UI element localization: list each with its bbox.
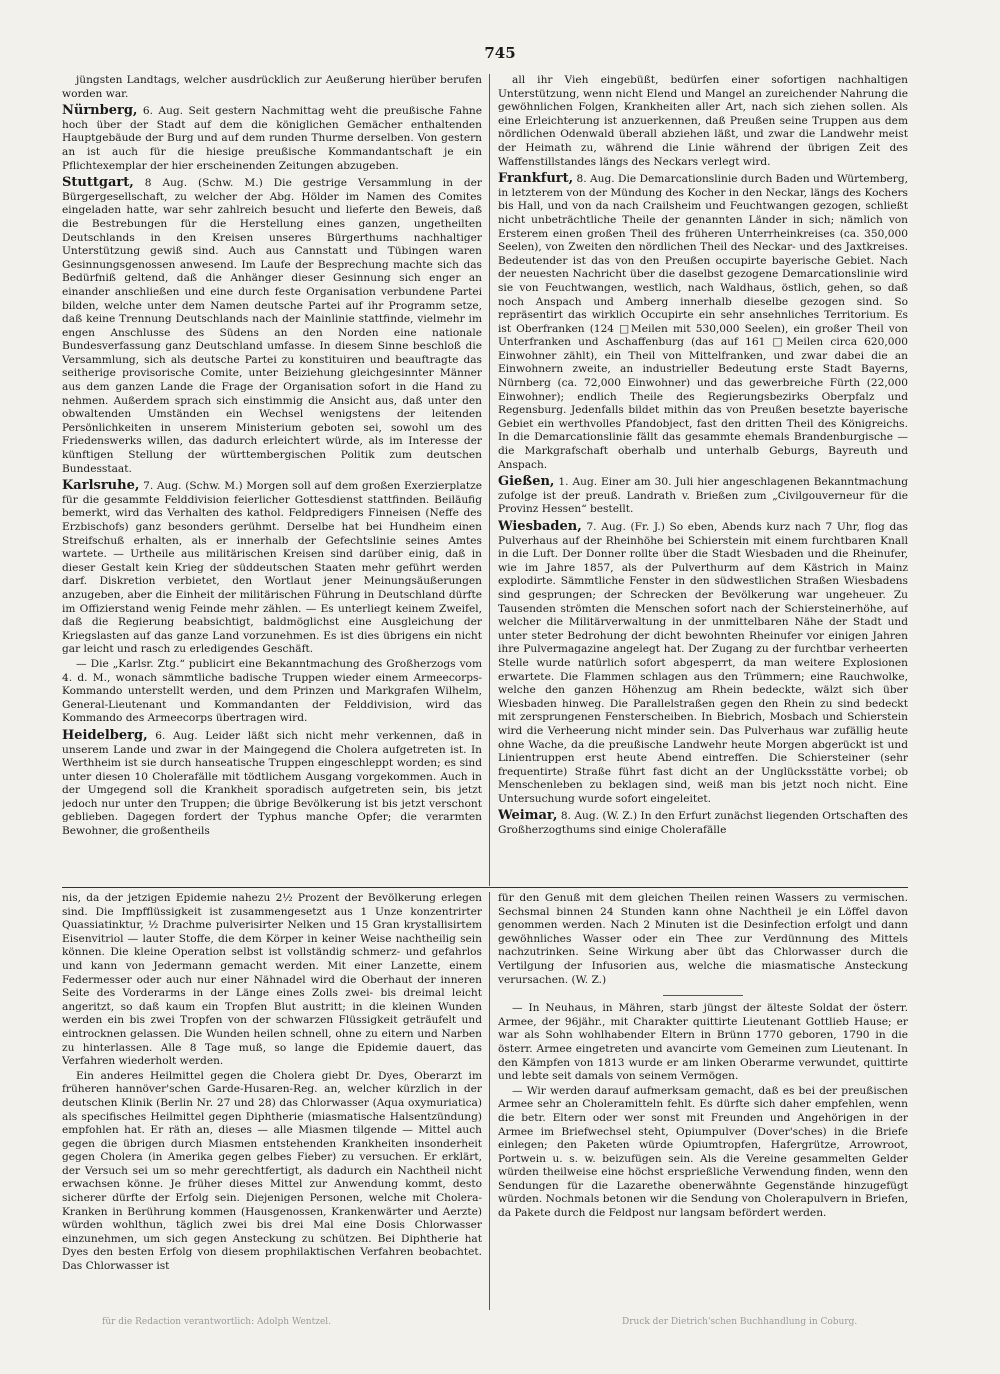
news-item bbox=[498, 809, 908, 837]
paragraph bbox=[498, 1085, 908, 1221]
paragraph-text: jüngsten Landtags, welcher ausdrücklich zur Aeußerung hierüber berufen worden war. bbox=[62, 74, 482, 100]
paragraph bbox=[62, 658, 482, 726]
section-divider bbox=[62, 887, 908, 888]
paragraph-text: — In Neuhaus, in Mähren, starb jüngst der älteste Soldat der österr. Armee, der 96jähr., mit Charakter quittirte Lieutenant Gottlieb Hause; er war als Sohn wohlhabender Eltern in Brünn 1770 geboren, 1790 in die österr. Armee eingetreten und avancirte vom Gemeinen zum Lieutenant. In den Kämpfen von 1813 wurde er am linken Oberarme verwundet, quittirte und lebte seit damals von seinem Vermögen. bbox=[498, 1002, 908, 1083]
paragraph-text: 6. Aug. Seit gestern Nachmittag weht die preußische Fahne hoch über der Stadt auf dem die königlichen Gemächer enthaltenden Hauptgebäude der Burg und auf dem runden Thurme derselben. Von gestern an ist auch für die hiesige preußische Kommandantschaft je ein Pflichtexemplar der hier erscheinenden Zeitungen abzugeben. bbox=[62, 105, 482, 172]
paragraph-text: 7. Aug. (Schw. M.) Morgen soll auf dem großen Exerzierplatze für die gesammte Felddivision feierlicher Gottesdienst stattfinden. Beiläufig bemerkt, wird das Verhalten des kathol. Feldpredigers Finneisen (Neffe des Erzbischofs) ganz besonders gerühmt. Derselbe hat bei Hundheim einen Streifschuß erhalten, als er innerhalb der Gefechtslinie seines Amtes wartete. — Urtheile aus militärischen Kreisen sind darüber einig, daß in dieser Gestalt kein Krieg der süddeutschen Staaten mehr geführt werden darf. Diskretion verbietet, den Wortlaut jener Meinungsäußerungen anzugeben, aber die Einheit der militärischen Führung in Deutschland dürfte im Offizierstand wenig Feinde mehr zählen. — Es unterliegt keinem Zweifel, daß die Regierung beabsichtigt, baldmöglichst eine Ausgleichung der Kriegslasten auf das ganze Land vorzunehmen. Es ist dies übrigens ein nicht gar leicht und rasch zu erledigendes Geschäft. bbox=[62, 480, 482, 656]
dateline-place: Frankfurt, bbox=[498, 171, 574, 187]
paragraph-text: 7. Aug. (Fr. J.) So eben, Abends kurz nach 7 Uhr, flog das Pulverhaus auf der Rheinhöhe bei Schierstein mit einem furchtbaren Knall in die Luft. Der Donner rollte über die Stadt Wiesbaden und die Rheinufer, wie im Jahre 1857, als der Pulverthurm auf dem Kästrich in Mainz explodirte. Sämmtliche Fenster in den südwestlichen Straßen Wiesbadens sind gesprungen; der Schrecken der Bevölkerung war ungeheuer. Zu Tausenden strömten die Menschen sofort nach der Schiersteinerhöhe, auf welcher die Militärverwaltung in der unmittelbaren Nähe der Stadt und unter steter Bedrohung der dicht bewohnten Rheinufer vor einigen Jahren ihre Pulvermagazine angelegt hat. Der Zugang zu der furchtbar verheerten Stelle wurde natürlich sofort abgesperrt, da man weitere Explosionen erwartete. Die Flammen schlagen aus den Trümmern; eine Rauchwolke, welche den ganzen Höhenzug am Rhein bedeckte, wälzt sich über Wiesbaden hinweg. Die Parallelstraßen gegen den Rhein zu sind bedeckt mit zersprungenen Fensterscheiben. In Biebrich, Mosbach und Schierstein wird die Verheerung nicht minder sein. Das Pulverhaus war zufällig heute ohne Wache, da die preußische Landwehr heute Morgen abgerückt ist und Linientruppen erst heute Abend eintreffen. Die Schiersteiner (sehr frequentirte) Straße führt fast dicht an der Unglücksstätte vorbei; ob Menschenleben zu beklagen sind, weiß man bis jetzt noch nicht. Eine Untersuchung wurde sofort eingeleitet. bbox=[498, 521, 908, 805]
paragraph-text: — Wir werden darauf aufmerksam gemacht, daß es bei der preußischen Armee sehr an Choleramitteln fehlt. Es dürfte sich daher empfehlen, wenn die betr. Eltern oder wer sonst mit Freunden und Angehörigen in der Armee im Briefwechsel steht, Opiumpulver (Dover'sches) in die Briefe einlegen; den Paketen würde Opiumtropfen, Hafergrütze, Arrowroot, Portwein u. s. w. beizufügen sein. Als die Vereine gesammelten Gelder würden theilweise eine höchst ersprießliche Verwendung finden, wenn den Sendungen für die Lazarethe obenerwähnte Gegenstände hinzugefügt würden. Nochmals betonen wir die Sendung von Cholerapulvern in Briefen, da Pakete durch die Feldpost nur langsam befördert werden. bbox=[498, 1084, 908, 1220]
paragraph-text: 8. Aug. (W. Z.) In den Erfurt zunächst liegenden Ortschaften des Großherzogthums sind einige Cholerafälle bbox=[498, 810, 908, 837]
news-item bbox=[62, 176, 482, 476]
paragraph-text: — Die „Karlsr. Ztg.“ publicirt eine Bekanntmachung des Großherzogs vom 4. d. M., wonach sämmtliche badische Truppen wieder einem Armeecorps-Kommando unterstellt werden, und dem Prinzen und Markgrafen Wilhelm, General-Lieutenant und Kommandanten der Felddivision, wird das Kommando des Armeecorps übertragen wird. bbox=[62, 657, 482, 725]
news-item bbox=[62, 479, 482, 657]
paragraph-text: all ihr Vieh eingebüßt, bedürfen einer sofortigen nachhaltigen Unterstützung, wenn nicht Elend und Mangel an zureichender Nahrung die gewöhnlichen Folgen, Krankheiten aller Art, nach sich ziehen sollen. Als eine Erleichterung ist anzuerkennen, daß Preußen seine Truppen aus dem nördlichen Odenwald überall abziehen läßt, und zwar die Landwehr meist der Heimath zu, während die Linie während der übrigen Zeit des Waffenstillstandes längs des Neckars verlegt wird. bbox=[498, 74, 908, 168]
page-number: 745 bbox=[484, 44, 516, 62]
dateline-place: Karlsruhe, bbox=[62, 478, 140, 494]
news-item bbox=[498, 520, 908, 806]
news-item bbox=[62, 104, 482, 173]
paragraph bbox=[498, 1002, 908, 1084]
column-bottom-left bbox=[62, 892, 482, 1310]
paragraph-text: Ein anderes Heilmittel gegen die Cholera giebt Dr. Dyes, Oberarzt im früheren hannöver'schen Garde-Husaren-Reg. an, welcher kürzlich in der deutschen Klinik (Berlin Nr. 27 und 28) das Chlorwasser (Aqua oxymuriatica) als specifisches Heilmittel gegen Diphtherie (miasmatische Halsentzündung) empfohlen hat. Er räth an, dieses — alle Miasmen tilgende — Mittel auch gegen die übrigen durch Miasmen entstehenden Krankheiten insonderheit gegen Cholera (in Amerika gegen gelbes Fieber) zu versuchen. Er erklärt, der Versuch sei um so mehr gerechtfertigt, als dadurch ein Nachtheil nicht erwachsen könne. Je früher dieses Mittel zur Anwendung kommt, desto sicherer dürfte der Erfolg sein. Diejenigen Personen, welche mit Cholera-Kranken in Berührung kommen (Hausgenossen, Krankenwärter und Aerzte) würden wohlthun, täglich zwei bis drei Mal eine Dosis Chlorwasser einzunehmen, um sich gegen Ansteckung zu schützen. Bei Diphtherie hat Dyes den besten Erfolg von diesem prophilaktischen Verfahren beobachtet. Das Chlorwasser ist bbox=[62, 1069, 482, 1273]
dateline-place: Heidelberg, bbox=[62, 727, 148, 743]
dateline-place: Nürnberg, bbox=[62, 103, 138, 119]
paragraph bbox=[498, 74, 908, 169]
footer-printer-note: Druck der Dietrich'schen Buchhandlung in Coburg. bbox=[622, 1317, 858, 1327]
news-item bbox=[62, 729, 482, 839]
dateline-place: Wiesbaden, bbox=[498, 519, 582, 534]
paragraph-text: 1. Aug. Einer am 30. Juli hier angeschlagenen Bekanntmachung zufolge ist der preuß. Landrath v. Brießen zum „Civilgouverneur für die Provinz Hessen“ bestellt. bbox=[498, 476, 908, 516]
paragraph bbox=[498, 892, 908, 987]
column-divider bbox=[489, 74, 490, 886]
paragraph-text: 6. Aug. Leider läßt sich nicht mehr verkennen, daß in unserem Lande und zwar in der Maingegend die Cholera aufgetreten ist. In Werthheim ist sie durch hanseatische Truppen eingeschleppt worden; es sind unter diesen 10 Cholerafälle mit tödtlichem Ausgang vorgekommen. Auch in der Umgegend soll die Krankheit sporadisch aufgetreten sein, bis jetzt jedoch nur unter den Truppen; die übrige Bevölkerung ist bis jetzt verschont geblieben. Dagegen fordert der Typhus manche Opfer; die verarmten Bewohner, die großentheils bbox=[62, 729, 482, 838]
paragraph-text: für den Genuß mit dem gleichen Theilen reinen Wassers zu vermischen. Sechsmal binnen 24 Stunden kann ohne Nachtheil je ein Löffel davon genommen werden. Nach 2 Minuten ist die Desinfection erfolgt und dann gewöhnliches Wasser oder ein Thee zur Verdünnung des Mittels nachzutrinken. Seine Wirkung aber übt das Chlorwasser durch die Vertilgung der Infusorien aus, welche die miasmatische Ansteckung verursachen. (W. Z.) bbox=[498, 892, 908, 986]
paragraph-text: 8. Aug. Die Demarcationslinie durch Baden und Würtemberg, in letzterem von der Mündung des Kocher in den Neckar, längs des Kochers bis Hall, und von da nach Crailsheim und Feuchtwangen gezogen, schließt nicht unbeträchtliche Theile der genannten Länder in sich; nämlich von Ersterem einen großen Theil des früheren Unterrheinkreises (ca. 350,000 Seelen), von Zweiten den nördlichen Theil des Neckar- und des Jaxtkreises. Bedeutender ist das von den Preußen occupirte bayerische Gebiet. Nach der neuesten Nachricht über die daselbst gezogene Demarcationslinie wird sie von Feuchtwangen, westlich, nach Waldhaus, östlich, gehen, so daß noch Anspach und Amberg innerhalb dieselbe gezogen sind. So repräsentirt das wirklich Occupirte ein sehr ansehnliches Territorium. Es ist Oberfranken (124 □Meilen mit 530,000 Seelen), ein großer Theil von Unterfranken und Aschaffenburg (das auf 161 □Meilen circa 620,000 Einwohner zählt), ein Theil von Mittelfranken, und zwar dabei die an Einwohnern zweite, an industrieller Bedeutung erste Stadt Bayerns, Nürnberg (ca. 72,000 Einwohner) und das gewerbreiche Fürth (22,000 Einwohner); endlich Theile des Regierungsbezirks Oberpfalz und Regensburg. Jedenfalls bildet mithin das von Preußen besetzte bayerische Gebiet ein werthvolles Pfandobject, fast den dritten Theil des Königreichs. In die Demarcationslinie fällt das gesammte ehemals Brandenburgische — die Markgrafschaft oberhalb und unterhalb Geburgs, Bayreuth und Anspach. bbox=[498, 173, 908, 471]
column-top-right bbox=[498, 74, 908, 886]
paragraph-text: nis, da der jetzigen Epidemie nahezu 2½ Prozent der Bevölkerung erlegen sind. Die Impfflüssigkeit ist zusammengesetzt aus 1 Unze konzentrirter Quassiatinktur, ½ Drachme pulverisirter Nelken und 15 Gran krystallisirtem Eisenvitriol — lauter Stoffe, die dem Körper in keiner Weise nachtheilig sein können. Die kleine Operation selbst ist vollständig schmerz- und gefahrlos und kann von Jedermann gemacht werden. Mit einer Lanzette, einem Federmesser oder auch nur einer Nähnadel wird die Oberhaut der inneren Seite des Vorderarms in der Länge eines Zolls zwei- bis dreimal leicht angeritzt, so daß kaum ein Tropfen Blut austritt; in die kleinen Wunden werden ein bis zwei Tropfen von der schwarzen Flüssigkeit geträufelt und eintrocknen gelassen. Die Wunden heilen schnell, ohne zu eitern und Narben zu hinterlassen. Alle 8 Tage muß, so lange die Epidemie dauert, das Verfahren wiederholt werden. bbox=[62, 892, 482, 1068]
column-top-left bbox=[62, 74, 482, 886]
news-item bbox=[498, 475, 908, 517]
paragraph bbox=[62, 74, 482, 101]
article-separator bbox=[663, 995, 743, 996]
dateline-place: Gießen, bbox=[498, 474, 555, 490]
dateline-place: Stuttgart, bbox=[62, 175, 134, 191]
news-item bbox=[498, 172, 908, 472]
paragraph-text: 8 Aug. (Schw. M.) Die gestrige Versammlung in der Bürgergesellschaft, zu welcher der Abg. Hölder im Namen des Comites eingeladen hatte, war sehr zahlreich besucht und lieferte den Beweis, daß die Bestrebungen für die Herstellung eines ganzen, ungetheilten Deutschlands in den Kreisen unseres Bürgerthums nachhaltiger Unterstützung gewiß sind. Auch aus Cannstatt und Tübingen waren Gesinnungsgenossen anwesend. Im Laufe der Besprechung machte sich das Bedürfniß geltend, daß die Anhänger dieser Gesinnung sich enger an einander anschließen und eine durch feste Organisation verbundene Partei bilden, welche unter dem Namen deutsche Partei auf ihr Programm setze, daß keine Trennung Deutschlands nach der Mainlinie stattfinde, vielmehr im engen Anschlusse des Südens an den Norden eine nationale Bundesverfassung ganz Deutschland umfasse. In diesem Sinne beschloß die Versammlung, sich als deutsche Partei zu konstituiren und beauftragte das seitherige provisorische Comite, unter Beiziehung gleichgesinnter Männer aus dem ganzen Lande die Frage der Organisation sofort in die Hand zu nehmen. Außerdem sprach sich einstimmig die Ansicht aus, daß unter den obwaltenden Umständen ein Wechsel wenigstens der leitenden Persönlichkeiten in unserem Ministerium geboten sei, sowohl um des Friedenswerks willen, das dadurch erleichtert würde, als im Interesse der künftigen Stellung der württembergischen Politik zum deutschen Bundesstaat. bbox=[62, 177, 482, 475]
column-divider bbox=[489, 892, 490, 1310]
paragraph bbox=[62, 1070, 482, 1274]
dateline-place: Weimar, bbox=[498, 808, 558, 824]
paragraph bbox=[62, 892, 482, 1069]
footer-editor-note: für die Redaction verantwortlich: Adolph Wentzel. bbox=[102, 1317, 332, 1327]
column-bottom-right bbox=[498, 892, 908, 1310]
